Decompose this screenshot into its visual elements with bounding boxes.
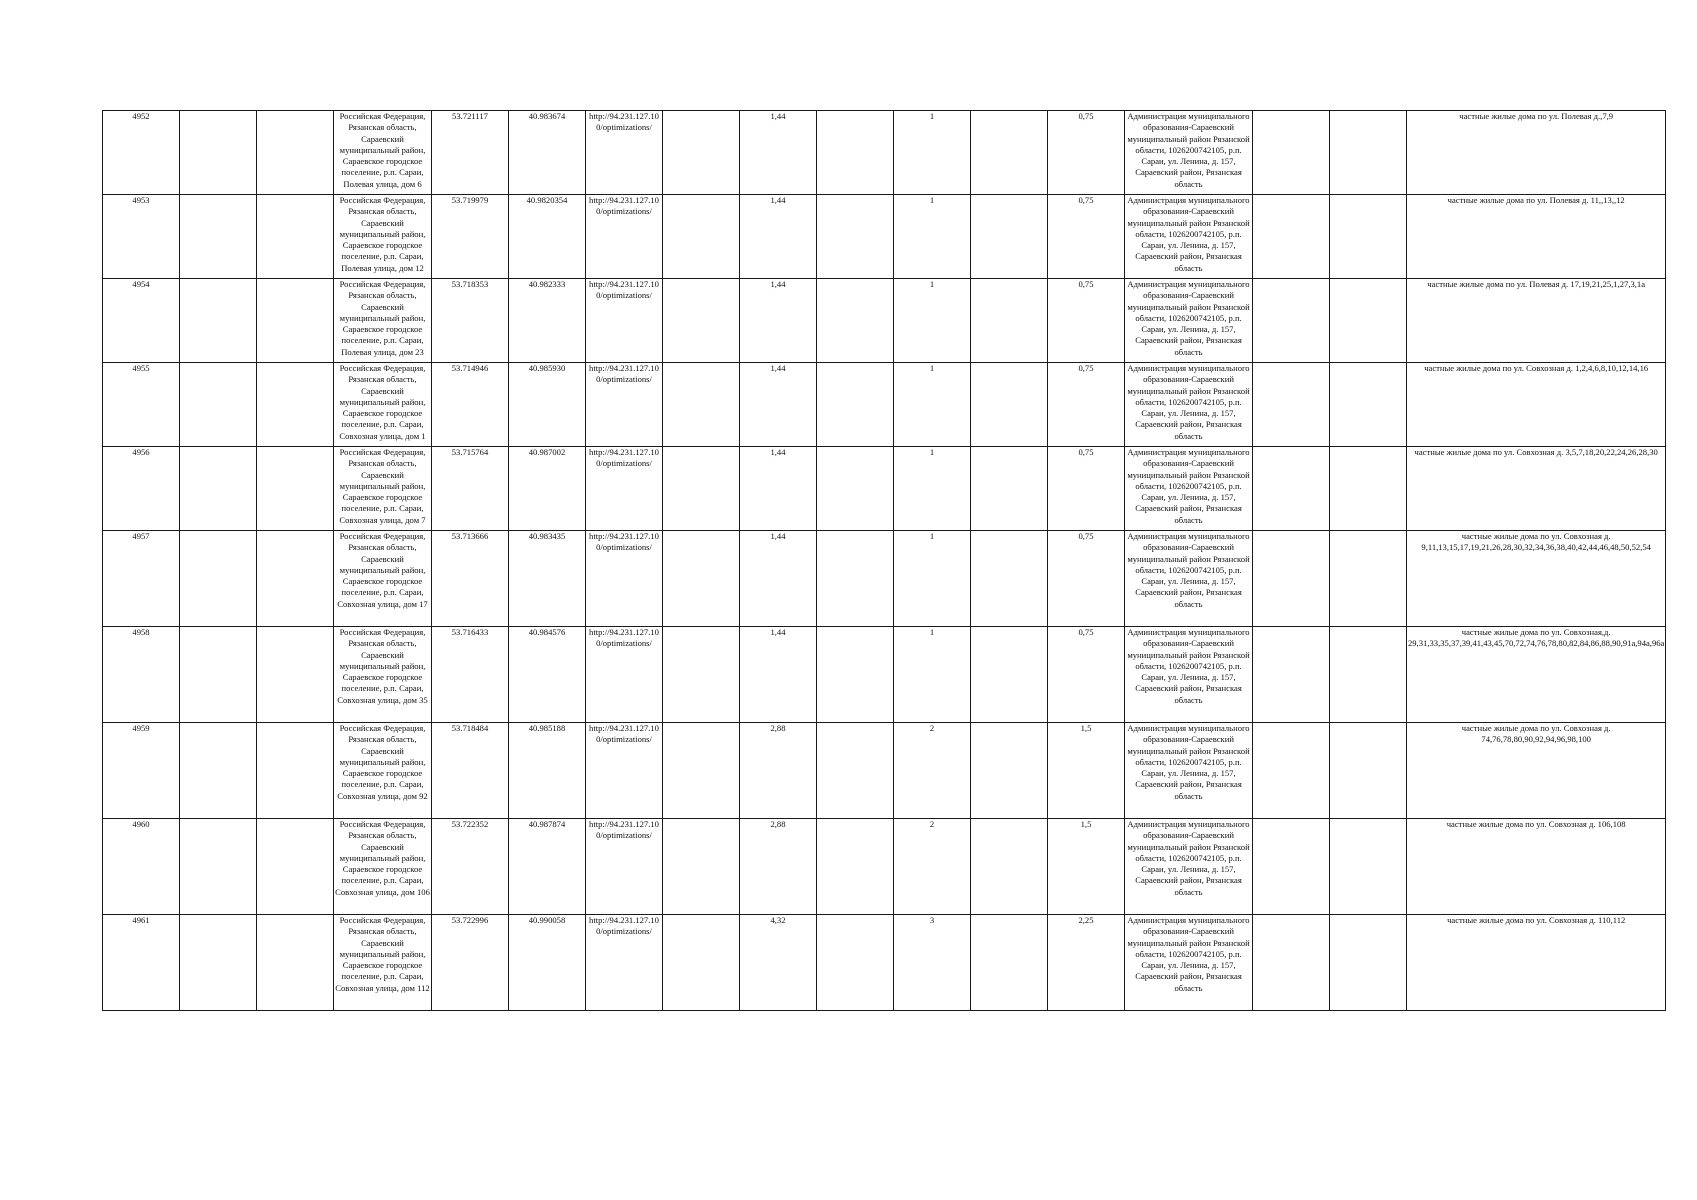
empty-cell bbox=[1330, 627, 1407, 723]
longitude-cell: 40.985188 bbox=[509, 723, 586, 819]
table-row bbox=[103, 627, 1666, 723]
row-number: 4952 bbox=[103, 111, 180, 195]
address-cell: Российская Федерация, Рязанская область, Сараевский муниципальный район, Сараевское городское поселение, р.п. Сараи, Совхозная улица, дом 1 bbox=[334, 363, 432, 447]
waste-sources-cell: частные жилые дома по ул. Совхозная д. 106,108 bbox=[1407, 819, 1666, 915]
empty-cell bbox=[971, 111, 1048, 195]
empty-cell bbox=[1330, 531, 1407, 627]
address-cell: Российская Федерация, Рязанская область, Сараевский муниципальный район, Сараевское городское поселение, р.п. Сараи, Совхозная улица, дом 35 bbox=[334, 627, 432, 723]
area-cell: 1,44 bbox=[740, 627, 817, 723]
longitude-cell: 40.984576 bbox=[509, 627, 586, 723]
empty-cell bbox=[817, 279, 894, 363]
area-cell: 1,44 bbox=[740, 363, 817, 447]
latitude-cell: 53.718484 bbox=[432, 723, 509, 819]
owner-cell: Администрация муниципального образования-Сараевский муниципальный район Рязанской области, 1026200742105, р.п. Сараи, ул. Ленина, д. 157, Сараевский район, Рязанская область bbox=[1125, 447, 1253, 531]
owner-cell: Администрация муниципального образования-Сараевский муниципальный район Рязанской области, 1026200742105, р.п. Сараи, ул. Ленина, д. 157, Сараевский район, Рязанская область bbox=[1125, 195, 1253, 279]
empty-cell bbox=[257, 915, 334, 1011]
empty-cell bbox=[663, 723, 740, 819]
table-row bbox=[103, 819, 1666, 915]
longitude-cell: 40.983674 bbox=[509, 111, 586, 195]
longitude-cell: 40.990058 bbox=[509, 915, 586, 1011]
empty-cell bbox=[1253, 195, 1330, 279]
area-cell: 1,44 bbox=[740, 279, 817, 363]
empty-cell bbox=[1253, 111, 1330, 195]
container-count-cell: 2 bbox=[894, 819, 971, 915]
empty-cell bbox=[1253, 627, 1330, 723]
empty-cell bbox=[663, 363, 740, 447]
empty-cell bbox=[180, 111, 257, 195]
empty-cell bbox=[971, 915, 1048, 1011]
container-count-cell: 1 bbox=[894, 279, 971, 363]
volume-cell: 0,75 bbox=[1048, 627, 1125, 723]
empty-cell bbox=[257, 279, 334, 363]
waste-sources-cell: частные жилые дома по ул. Совхозная д. 1,2,4,6,8,10,12,14,16 bbox=[1407, 363, 1666, 447]
owner-cell: Администрация муниципального образования-Сараевский муниципальный район Рязанской области, 1026200742105, р.п. Сараи, ул. Ленина, д. 157, Сараевский район, Рязанская область bbox=[1125, 627, 1253, 723]
link-cell: http://94.231.127.100/optimizations/ bbox=[586, 531, 663, 627]
volume-cell: 2,25 bbox=[1048, 915, 1125, 1011]
volume-cell: 0,75 bbox=[1048, 195, 1125, 279]
empty-cell bbox=[1330, 363, 1407, 447]
owner-cell: Администрация муниципального образования-Сараевский муниципальный район Рязанской области, 1026200742105, р.п. Сараи, ул. Ленина, д. 157, Сараевский район, Рязанская область bbox=[1125, 723, 1253, 819]
empty-cell bbox=[663, 531, 740, 627]
empty-cell bbox=[817, 111, 894, 195]
waste-sources-cell: частные жилые дома по ул. Полевая д. 11,,13,,12 bbox=[1407, 195, 1666, 279]
empty-cell bbox=[180, 363, 257, 447]
row-number: 4953 bbox=[103, 195, 180, 279]
longitude-cell: 40.987874 bbox=[509, 819, 586, 915]
empty-cell bbox=[1253, 279, 1330, 363]
empty-cell bbox=[180, 627, 257, 723]
empty-cell bbox=[1253, 723, 1330, 819]
empty-cell bbox=[663, 279, 740, 363]
owner-cell: Администрация муниципального образования-Сараевский муниципальный район Рязанской области, 1026200742105, р.п. Сараи, ул. Ленина, д. 157, Сараевский район, Рязанская область bbox=[1125, 111, 1253, 195]
container-count-cell: 1 bbox=[894, 627, 971, 723]
row-number: 4956 bbox=[103, 447, 180, 531]
link-cell: http://94.231.127.100/optimizations/ bbox=[586, 195, 663, 279]
link-cell: http://94.231.127.100/optimizations/ bbox=[586, 111, 663, 195]
longitude-cell: 40.983435 bbox=[509, 531, 586, 627]
row-number: 4960 bbox=[103, 819, 180, 915]
empty-cell bbox=[817, 447, 894, 531]
row-number: 4961 bbox=[103, 915, 180, 1011]
empty-cell bbox=[1330, 111, 1407, 195]
row-number: 4954 bbox=[103, 279, 180, 363]
empty-cell bbox=[257, 723, 334, 819]
address-cell: Российская Федерация, Рязанская область, Сараевский муниципальный район, Сараевское городское поселение, р.п. Сараи, Совхозная улица, дом 17 bbox=[334, 531, 432, 627]
empty-cell bbox=[180, 723, 257, 819]
empty-cell bbox=[1330, 279, 1407, 363]
waste-sources-cell: частные жилые дома по ул. Полевая д. 17,19,21,25,1,27,3,1а bbox=[1407, 279, 1666, 363]
waste-sources-cell: частные жилые дома по ул. Совхозная д. 3,5,7,18,20,22,24,26,28,30 bbox=[1407, 447, 1666, 531]
latitude-cell: 53.714946 bbox=[432, 363, 509, 447]
empty-cell bbox=[663, 447, 740, 531]
waste-sources-cell: частные жилые дома по ул. Совхозная,д. 29,31,33,35,37,39,41,43,45,70,72,74,76,78,80,82,84,86,88,90,91а,94а,96а bbox=[1407, 627, 1666, 723]
table-body bbox=[103, 111, 1666, 1011]
latitude-cell: 53.722352 bbox=[432, 819, 509, 915]
empty-cell bbox=[663, 195, 740, 279]
table-row bbox=[103, 915, 1666, 1011]
table-row bbox=[103, 531, 1666, 627]
table-row bbox=[103, 195, 1666, 279]
owner-cell: Администрация муниципального образования-Сараевский муниципальный район Рязанской области, 1026200742105, р.п. Сараи, ул. Ленина, д. 157, Сараевский район, Рязанская область bbox=[1125, 279, 1253, 363]
empty-cell bbox=[1253, 447, 1330, 531]
volume-cell: 1,5 bbox=[1048, 723, 1125, 819]
owner-cell: Администрация муниципального образования-Сараевский муниципальный район Рязанской области, 1026200742105, р.п. Сараи, ул. Ленина, д. 157, Сараевский район, Рязанская область bbox=[1125, 363, 1253, 447]
empty-cell bbox=[1330, 915, 1407, 1011]
empty-cell bbox=[817, 363, 894, 447]
empty-cell bbox=[257, 531, 334, 627]
area-cell: 4,32 bbox=[740, 915, 817, 1011]
empty-cell bbox=[1253, 531, 1330, 627]
row-number: 4957 bbox=[103, 531, 180, 627]
empty-cell bbox=[257, 627, 334, 723]
container-count-cell: 3 bbox=[894, 915, 971, 1011]
table-row bbox=[103, 111, 1666, 195]
waste-sources-cell: частные жилые дома по ул. Совхозная д. 110,112 bbox=[1407, 915, 1666, 1011]
empty-cell bbox=[1330, 819, 1407, 915]
empty-cell bbox=[1330, 723, 1407, 819]
empty-cell bbox=[257, 111, 334, 195]
row-number: 4955 bbox=[103, 363, 180, 447]
empty-cell bbox=[257, 447, 334, 531]
address-cell: Российская Федерация, Рязанская область, Сараевский муниципальный район, Сараевское городское поселение, р.п. Сараи, Полевая улица, дом 6 bbox=[334, 111, 432, 195]
link-cell: http://94.231.127.100/optimizations/ bbox=[586, 363, 663, 447]
volume-cell: 1,5 bbox=[1048, 819, 1125, 915]
empty-cell bbox=[971, 531, 1048, 627]
link-cell: http://94.231.127.100/optimizations/ bbox=[586, 723, 663, 819]
table-row bbox=[103, 363, 1666, 447]
link-cell: http://94.231.127.100/optimizations/ bbox=[586, 915, 663, 1011]
longitude-cell: 40.985930 bbox=[509, 363, 586, 447]
empty-cell bbox=[971, 723, 1048, 819]
empty-cell bbox=[257, 363, 334, 447]
empty-cell bbox=[1253, 819, 1330, 915]
empty-cell bbox=[817, 819, 894, 915]
empty-cell bbox=[663, 819, 740, 915]
address-cell: Российская Федерация, Рязанская область, Сараевский муниципальный район, Сараевское городское поселение, р.п. Сараи, Совхозная улица, дом 106 bbox=[334, 819, 432, 915]
table-row bbox=[103, 447, 1666, 531]
empty-cell bbox=[180, 279, 257, 363]
empty-cell bbox=[180, 531, 257, 627]
empty-cell bbox=[971, 363, 1048, 447]
link-cell: http://94.231.127.100/optimizations/ bbox=[586, 447, 663, 531]
latitude-cell: 53.713666 bbox=[432, 531, 509, 627]
container-count-cell: 1 bbox=[894, 111, 971, 195]
empty-cell bbox=[1253, 363, 1330, 447]
owner-cell: Администрация муниципального образования-Сараевский муниципальный район Рязанской области, 1026200742105, р.п. Сараи, ул. Ленина, д. 157, Сараевский район, Рязанская область bbox=[1125, 819, 1253, 915]
empty-cell bbox=[817, 627, 894, 723]
empty-cell bbox=[663, 915, 740, 1011]
container-count-cell: 1 bbox=[894, 195, 971, 279]
container-count-cell: 1 bbox=[894, 447, 971, 531]
empty-cell bbox=[180, 195, 257, 279]
row-number: 4958 bbox=[103, 627, 180, 723]
address-cell: Российская Федерация, Рязанская область, Сараевский муниципальный район, Сараевское городское поселение, р.п. Сараи, Совхозная улица, дом 112 bbox=[334, 915, 432, 1011]
longitude-cell: 40.987002 bbox=[509, 447, 586, 531]
table-row bbox=[103, 279, 1666, 363]
empty-cell bbox=[971, 195, 1048, 279]
empty-cell bbox=[971, 627, 1048, 723]
latitude-cell: 53.718353 bbox=[432, 279, 509, 363]
empty-cell bbox=[257, 819, 334, 915]
owner-cell: Администрация муниципального образования-Сараевский муниципальный район Рязанской области, 1026200742105, р.п. Сараи, ул. Ленина, д. 157, Сараевский район, Рязанская область bbox=[1125, 915, 1253, 1011]
volume-cell: 0,75 bbox=[1048, 363, 1125, 447]
address-cell: Российская Федерация, Рязанская область, Сараевский муниципальный район, Сараевское городское поселение, р.п. Сараи, Полевая улица, дом 23 bbox=[334, 279, 432, 363]
latitude-cell: 53.716433 bbox=[432, 627, 509, 723]
empty-cell bbox=[180, 447, 257, 531]
container-count-cell: 1 bbox=[894, 531, 971, 627]
empty-cell bbox=[1330, 447, 1407, 531]
area-cell: 2,88 bbox=[740, 819, 817, 915]
waste-sources-cell: частные жилые дома по ул. Полевая д.,7,9 bbox=[1407, 111, 1666, 195]
owner-cell: Администрация муниципального образования-Сараевский муниципальный район Рязанской области, 1026200742105, р.п. Сараи, ул. Ленина, д. 157, Сараевский район, Рязанская область bbox=[1125, 531, 1253, 627]
empty-cell bbox=[180, 915, 257, 1011]
empty-cell bbox=[257, 195, 334, 279]
link-cell: http://94.231.127.100/optimizations/ bbox=[586, 279, 663, 363]
volume-cell: 0,75 bbox=[1048, 111, 1125, 195]
area-cell: 1,44 bbox=[740, 531, 817, 627]
container-sites-table bbox=[102, 110, 1666, 1011]
volume-cell: 0,75 bbox=[1048, 279, 1125, 363]
empty-cell bbox=[180, 819, 257, 915]
area-cell: 1,44 bbox=[740, 195, 817, 279]
empty-cell bbox=[663, 627, 740, 723]
address-cell: Российская Федерация, Рязанская область, Сараевский муниципальный район, Сараевское городское поселение, р.п. Сараи, Совхозная улица, дом 92 bbox=[334, 723, 432, 819]
area-cell: 1,44 bbox=[740, 447, 817, 531]
latitude-cell: 53.722996 bbox=[432, 915, 509, 1011]
latitude-cell: 53.715764 bbox=[432, 447, 509, 531]
empty-cell bbox=[817, 915, 894, 1011]
empty-cell bbox=[817, 531, 894, 627]
empty-cell bbox=[663, 111, 740, 195]
link-cell: http://94.231.127.100/optimizations/ bbox=[586, 627, 663, 723]
table-row bbox=[103, 723, 1666, 819]
row-number: 4959 bbox=[103, 723, 180, 819]
latitude-cell: 53.721117 bbox=[432, 111, 509, 195]
area-cell: 2,88 bbox=[740, 723, 817, 819]
empty-cell bbox=[1330, 195, 1407, 279]
waste-sources-cell: частные жилые дома по ул. Совхозная д. 74,76,78,80,90,92,94,96,98,100 bbox=[1407, 723, 1666, 819]
empty-cell bbox=[817, 723, 894, 819]
address-cell: Российская Федерация, Рязанская область, Сараевский муниципальный район, Сараевское городское поселение, р.п. Сараи, Совхозная улица, дом 7 bbox=[334, 447, 432, 531]
empty-cell bbox=[971, 819, 1048, 915]
link-cell: http://94.231.127.100/optimizations/ bbox=[586, 819, 663, 915]
empty-cell bbox=[1253, 915, 1330, 1011]
empty-cell bbox=[971, 279, 1048, 363]
volume-cell: 0,75 bbox=[1048, 531, 1125, 627]
address-cell: Российская Федерация, Рязанская область, Сараевский муниципальный район, Сараевское городское поселение, р.п. Сараи, Полевая улица, дом 12 bbox=[334, 195, 432, 279]
longitude-cell: 40.9820354 bbox=[509, 195, 586, 279]
empty-cell bbox=[971, 447, 1048, 531]
empty-cell bbox=[817, 195, 894, 279]
latitude-cell: 53.719979 bbox=[432, 195, 509, 279]
waste-sources-cell: частные жилые дома по ул. Совхозная д. 9,11,13,15,17,19,21,26,28,30,32,34,36,38,40,42,44,46,48,50,52,54 bbox=[1407, 531, 1666, 627]
container-count-cell: 1 bbox=[894, 363, 971, 447]
volume-cell: 0,75 bbox=[1048, 447, 1125, 531]
container-count-cell: 2 bbox=[894, 723, 971, 819]
area-cell: 1,44 bbox=[740, 111, 817, 195]
longitude-cell: 40.982333 bbox=[509, 279, 586, 363]
